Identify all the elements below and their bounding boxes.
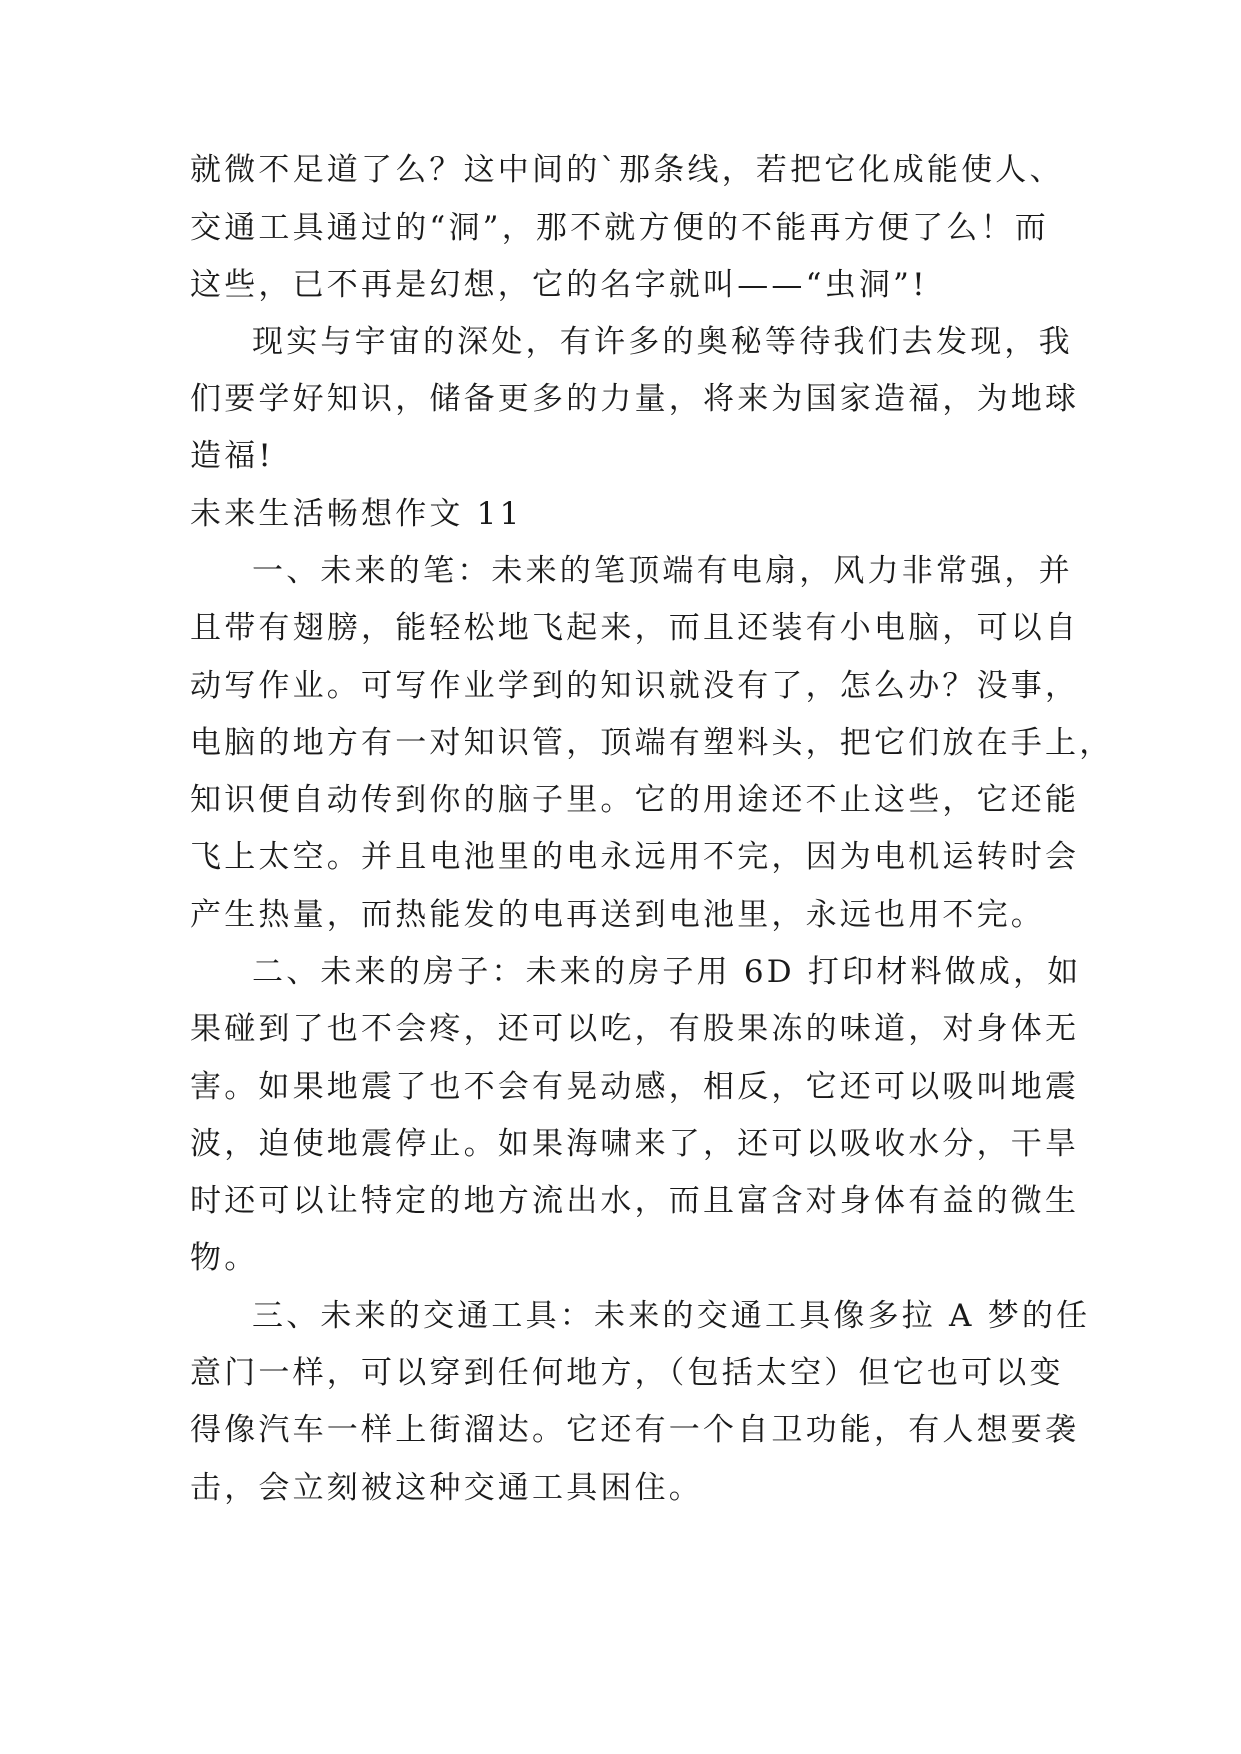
paragraph-3-line-5: 知识便自动传到你的脑子里。它的用途还不止这些，它还能 — [190, 782, 1080, 818]
paragraph-4-line-3: 害。如果地震了也不会有晃动感，相反，它还可以吸叫地震 — [190, 1069, 1080, 1105]
paragraph-3-line-6: 飞上太空。并且电池里的电永远用不完，因为电机运转时会 — [190, 839, 1080, 875]
paragraph-2-line-2: 们要学好知识，储备更多的力量，将来为国家造福，为地球 — [190, 381, 1080, 417]
paragraph-4-line-5: 时还可以让特定的地方流出水，而且富含对身体有益的微生 — [190, 1183, 1080, 1219]
paragraph-3-line-2: 且带有翅膀，能轻松地飞起来，而且还装有小电脑，可以自 — [190, 610, 1080, 646]
paragraph-1-line-3: 这些，已不再是幻想，它的名字就叫——“虫洞”! — [190, 267, 928, 303]
paragraph-3-line-7: 产生热量，而热能发的电再送到电池里，永远也用不完。 — [190, 897, 1045, 933]
paragraph-1-line-2: 交通工具通过的“洞”，那不就方便的不能再方便了么！而 — [190, 210, 1049, 246]
section-heading: 未来生活畅想作文 11 — [190, 496, 523, 532]
paragraph-5-line-2: 意门一样，可以穿到任何地方，（包括太空）但它也可以变 — [190, 1355, 1064, 1391]
paragraph-5-line-1: 三、未来的交通工具：未来的交通工具像多拉 A 梦的任 — [252, 1298, 1091, 1334]
paragraph-1-line-1: 就微不足道了么？这中间的`那条线，若把它化成能使人、 — [190, 152, 1064, 188]
paragraph-4-line-2: 果碰到了也不会疼，还可以吃，有股果冻的味道，对身体无 — [190, 1011, 1080, 1047]
paragraph-4-line-6: 物。 — [190, 1240, 259, 1276]
paragraph-3-line-4: 电脑的地方有一对知识管，顶端有塑料头，把它们放在手上， — [190, 725, 1114, 761]
paragraph-5-line-4: 击，会立刻被这种交通工具困住。 — [190, 1470, 703, 1506]
paragraph-5-line-3: 得像汽车一样上街溜达。它还有一个自卫功能，有人想要袭 — [190, 1412, 1080, 1448]
paragraph-2-line-1: 现实与宇宙的深处，有许多的奥秘等待我们去发现，我 — [252, 324, 1073, 360]
paragraph-3-line-3: 动写作业。可写作业学到的知识就没有了，怎么办？没事， — [190, 668, 1080, 704]
paragraph-3-line-1: 一、未来的笔：未来的笔顶端有电扇，风力非常强，并 — [252, 553, 1073, 589]
paragraph-4-line-1: 二、未来的房子：未来的房子用 6D 打印材料做成，如 — [252, 954, 1082, 990]
paragraph-4-line-4: 波，迫使地震停止。如果海啸来了，还可以吸收水分，干旱 — [190, 1126, 1080, 1162]
paragraph-2-line-3: 造福! — [190, 438, 275, 474]
